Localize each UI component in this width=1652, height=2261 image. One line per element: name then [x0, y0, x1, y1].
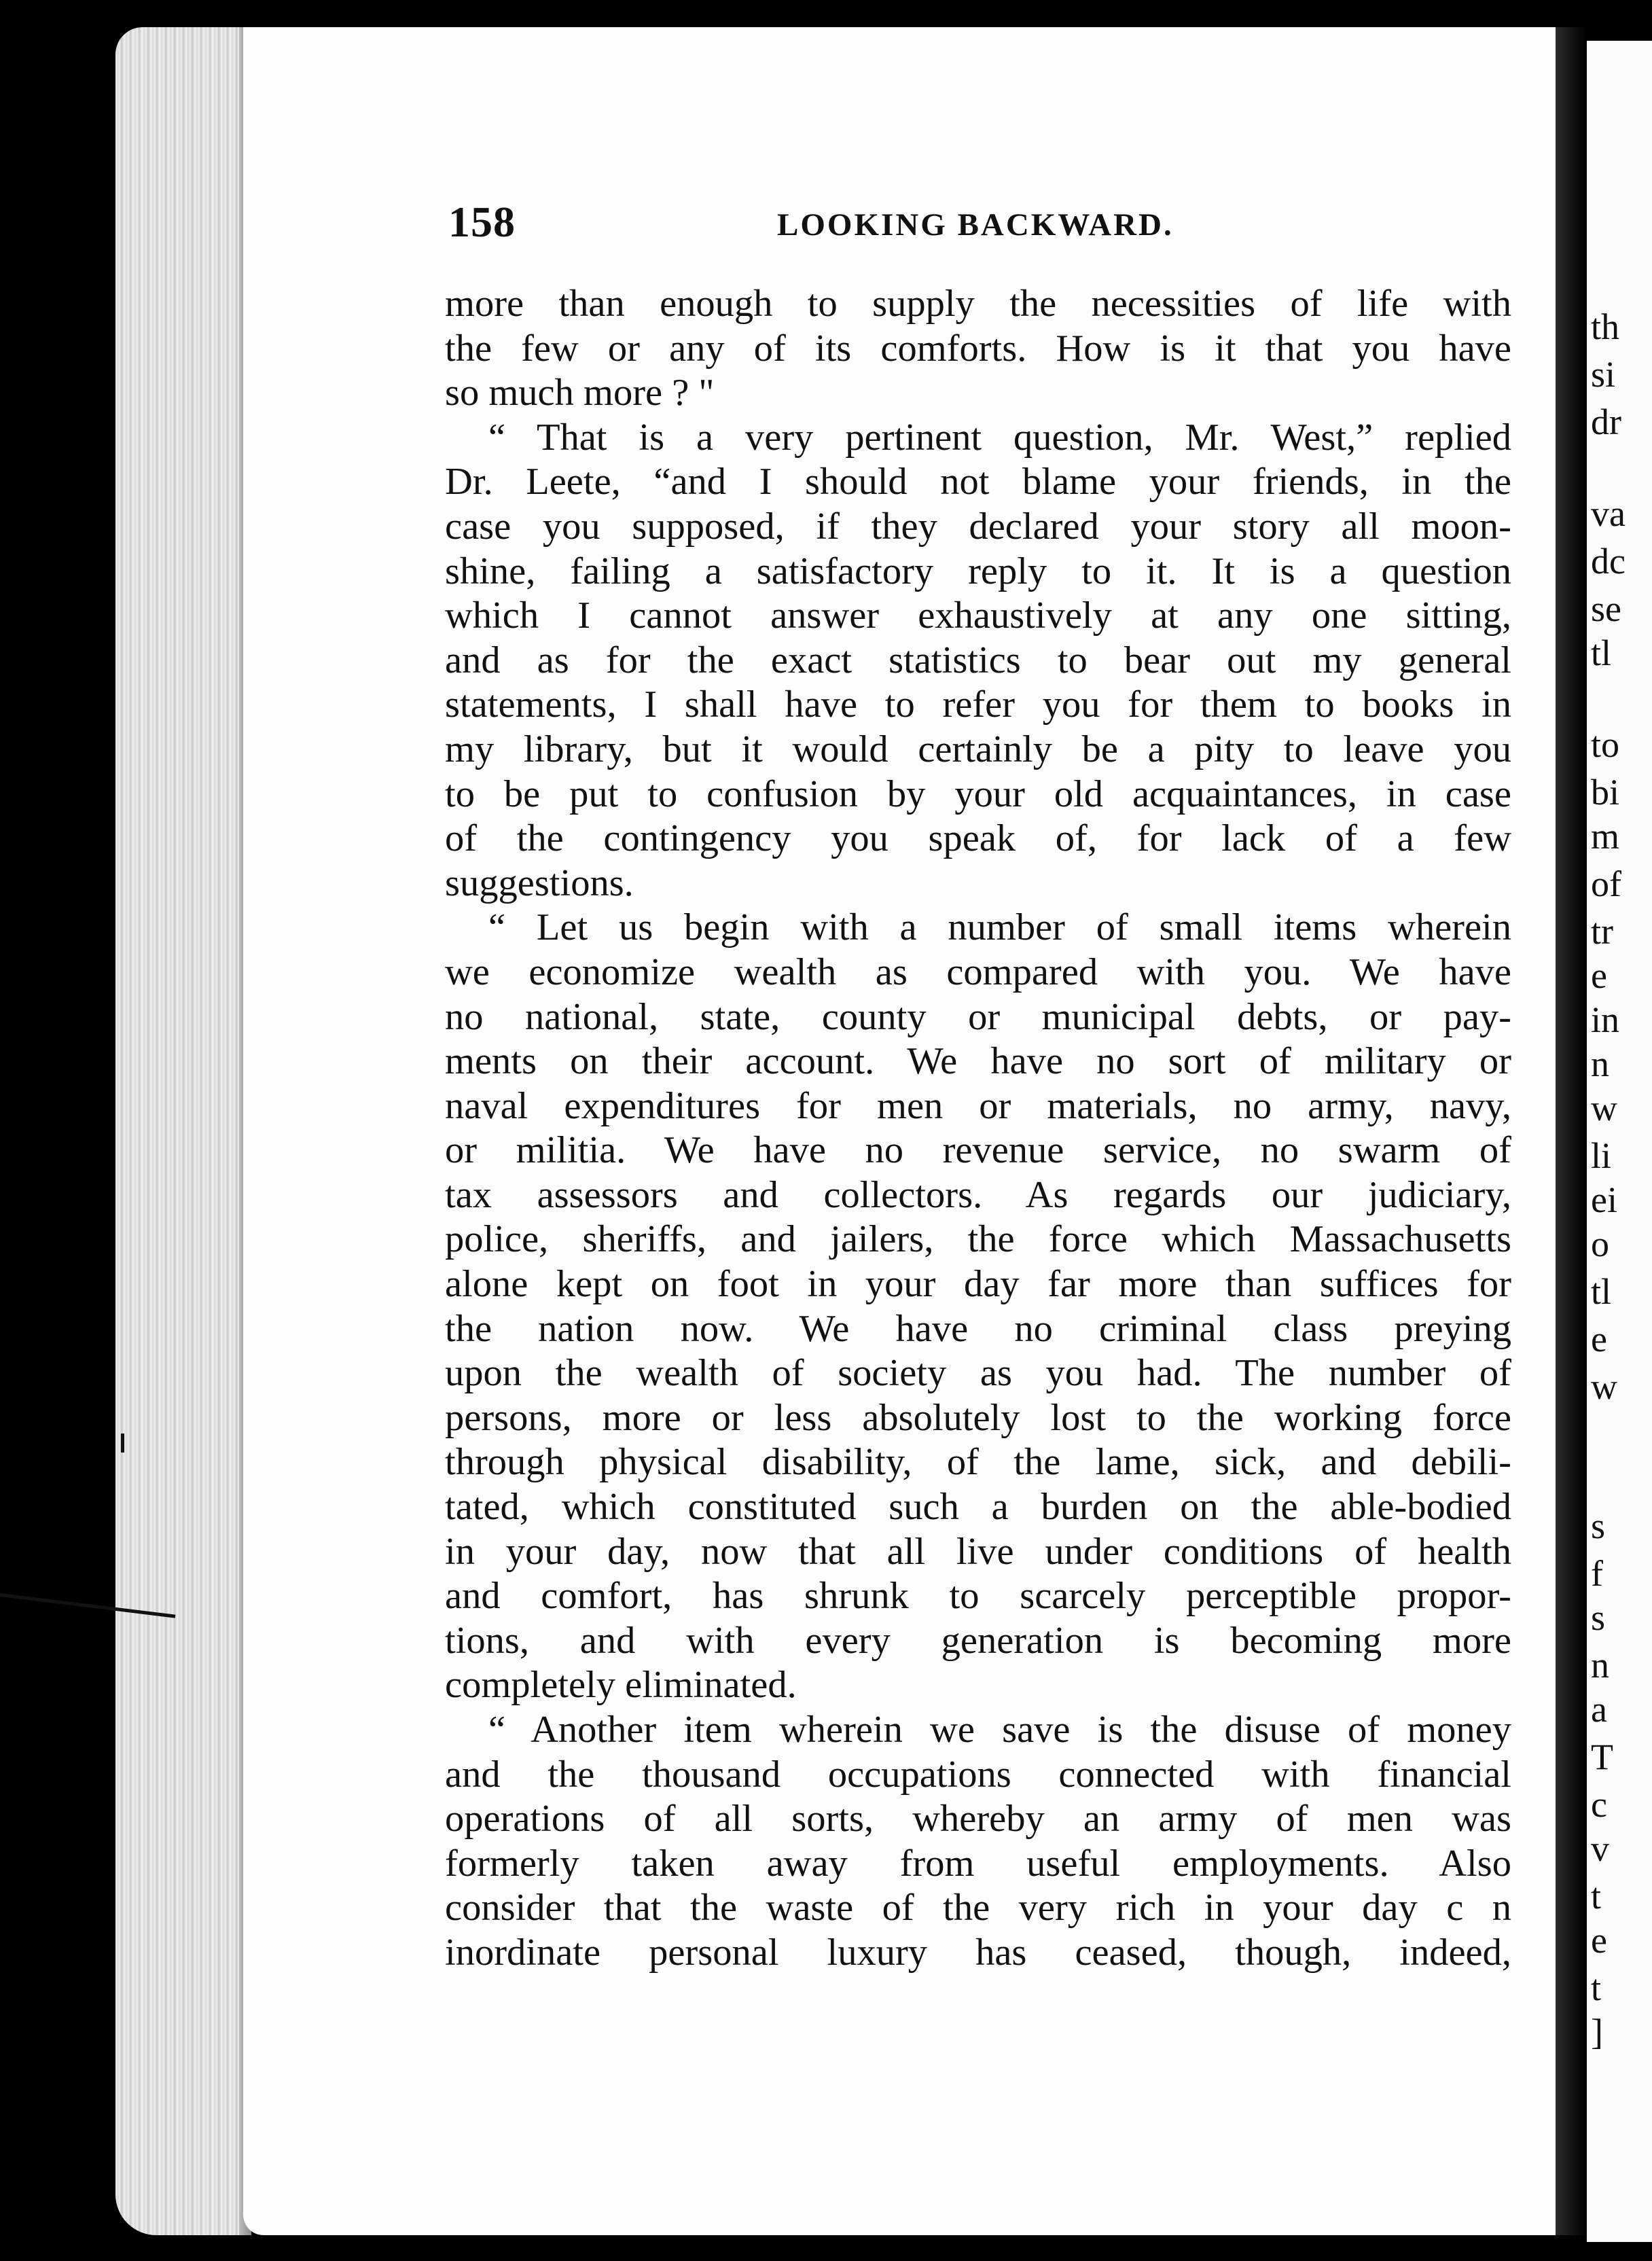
- text-line: completely eliminated.: [445, 1664, 797, 1707]
- running-title: LOOKING BACKWARD.: [777, 207, 1174, 243]
- text-line: alone kept on foot in your day far more than suffices for: [445, 1263, 1511, 1306]
- adjacent-page-fragment: ]: [1591, 2012, 1603, 2052]
- text-line: which I cannot answer exhaustively at any one sitting,: [445, 594, 1511, 637]
- adjacent-page-fragment: t: [1591, 1968, 1602, 2008]
- text-line: so much more ? ": [445, 372, 715, 414]
- adjacent-page-fragment: s: [1591, 1597, 1606, 1638]
- adjacent-page-fragment: n: [1591, 1044, 1609, 1084]
- text-line: through physical disability, of the lame, sick, and debili-: [445, 1441, 1511, 1484]
- adjacent-page-fragment: c: [1591, 1784, 1607, 1825]
- text-line: of the contingency you speak of, for lack of a few: [445, 817, 1511, 860]
- adjacent-page-fragment: w: [1591, 1366, 1617, 1407]
- adjacent-page-fragment: to: [1591, 724, 1620, 765]
- adjacent-page-fragment: tl: [1591, 633, 1612, 673]
- adjacent-page-fragment: se: [1591, 588, 1621, 629]
- adjacent-page-fragment: t: [1591, 1876, 1602, 1917]
- adjacent-page-fragment: v: [1591, 1828, 1609, 1869]
- adjacent-page-fragment: e: [1591, 955, 1607, 996]
- adjacent-page-fragment: dr: [1591, 402, 1621, 442]
- adjacent-page-fragment: th: [1591, 306, 1620, 347]
- adjacent-page-fragment: li: [1591, 1135, 1612, 1176]
- adjacent-page-fragment: si: [1591, 354, 1616, 395]
- adjacent-page-fragment: in: [1591, 999, 1620, 1040]
- text-line: consider that the waste of the very rich in your day c n: [445, 1887, 1511, 1929]
- text-line: the nation now. We have no criminal class preying: [445, 1307, 1511, 1350]
- adjacent-page-fragment: bi: [1591, 772, 1620, 813]
- text-line: case you supposed, if they declared your story all moon-: [445, 505, 1511, 548]
- book-page-edge: [115, 27, 251, 2235]
- text-line: or militia. We have no revenue service, no swarm of: [445, 1129, 1511, 1172]
- text-line: in your day, now that all live under conditions of health: [445, 1530, 1511, 1573]
- adjacent-page-fragment: f: [1591, 1553, 1603, 1594]
- body-text: [445, 282, 1511, 1976]
- text-line: “ Another item wherein we save is the disuse of money: [488, 1709, 1511, 1751]
- adjacent-page-fragment: s: [1591, 1506, 1606, 1546]
- adjacent-page-fragment: va: [1591, 493, 1626, 534]
- adjacent-page-fragment: ei: [1591, 1179, 1617, 1220]
- text-line: inordinate personal luxury has ceased, though, indeed,: [445, 1931, 1511, 1974]
- text-line: my library, but it would certainly be a pity to leave you: [445, 728, 1511, 770]
- text-line: tated, which constituted such a burden on the able-bodied: [445, 1486, 1511, 1529]
- text-line: upon the wealth of society as you had. The number of: [445, 1352, 1511, 1395]
- adjacent-page-fragment: a: [1591, 1689, 1607, 1730]
- adjacent-page-fragment: o: [1591, 1224, 1609, 1264]
- adjacent-page-fragment: n: [1591, 1645, 1609, 1686]
- text-line: operations of all sorts, whereby an army of men was: [445, 1798, 1511, 1840]
- adjacent-page-fragment: m: [1591, 816, 1620, 857]
- text-line: statements, I shall have to refer you for them to books in: [445, 683, 1511, 726]
- text-line: Dr. Leete, “and I should not blame your friends, in the: [445, 461, 1511, 503]
- text-line: persons, more or less absolutely lost to the working force: [445, 1396, 1511, 1439]
- text-line: shine, failing a satisfactory reply to it. It is a question: [445, 550, 1511, 592]
- adjacent-page-fragment: tl: [1591, 1271, 1612, 1312]
- adjacent-page-fragment: e: [1591, 1319, 1607, 1359]
- text-line: more than enough to supply the necessities of life with: [445, 283, 1511, 325]
- text-line: “ That is a very pertinent question, Mr. West,” replied: [488, 416, 1511, 459]
- text-line: and comfort, has shrunk to scarcely perceptible propor-: [445, 1575, 1511, 1618]
- text-line: we economize wealth as compared with you. We have: [445, 950, 1511, 993]
- adjacent-page-fragment: tr: [1591, 911, 1613, 952]
- gutter-shadow: [1556, 27, 1587, 2235]
- text-line: tax assessors and collectors. As regards our judiciary,: [445, 1173, 1511, 1216]
- text-line: suggestions.: [445, 861, 634, 904]
- page-number: 158: [448, 198, 516, 246]
- scan-mark: [121, 1434, 124, 1453]
- text-line: no national, state, county or municipal debts, or pay-: [445, 995, 1511, 1038]
- adjacent-page-fragment: dc: [1591, 541, 1626, 582]
- text-line: naval expenditures for men or materials, no army, navy,: [445, 1084, 1511, 1127]
- text-line: to be put to confusion by your old acquaintances, in case: [445, 772, 1511, 815]
- adjacent-page-fragment: e: [1591, 1920, 1607, 1961]
- adjacent-page-fragment: w: [1591, 1088, 1617, 1128]
- text-line: formerly taken away from useful employments. Also: [445, 1842, 1511, 1885]
- adjacent-page-fragment: T: [1591, 1737, 1613, 1777]
- running-head: [448, 197, 1508, 251]
- text-line: “ Let us begin with a number of small items wherein: [488, 906, 1511, 949]
- text-line: ments on their account. We have no sort of military or: [445, 1040, 1511, 1083]
- text-line: police, sheriffs, and jailers, the force which Massachusetts: [445, 1218, 1511, 1261]
- adjacent-page-fragment: of: [1591, 864, 1621, 904]
- text-line: tions, and with every generation is becoming more: [445, 1619, 1511, 1662]
- adjacent-page: [1587, 41, 1652, 2242]
- text-line: and as for the exact statistics to bear out my general: [445, 639, 1511, 681]
- text-line: the few or any of its comforts. How is it that you have: [445, 327, 1511, 370]
- text-line: and the thousand occupations connected with financial: [445, 1753, 1511, 1796]
